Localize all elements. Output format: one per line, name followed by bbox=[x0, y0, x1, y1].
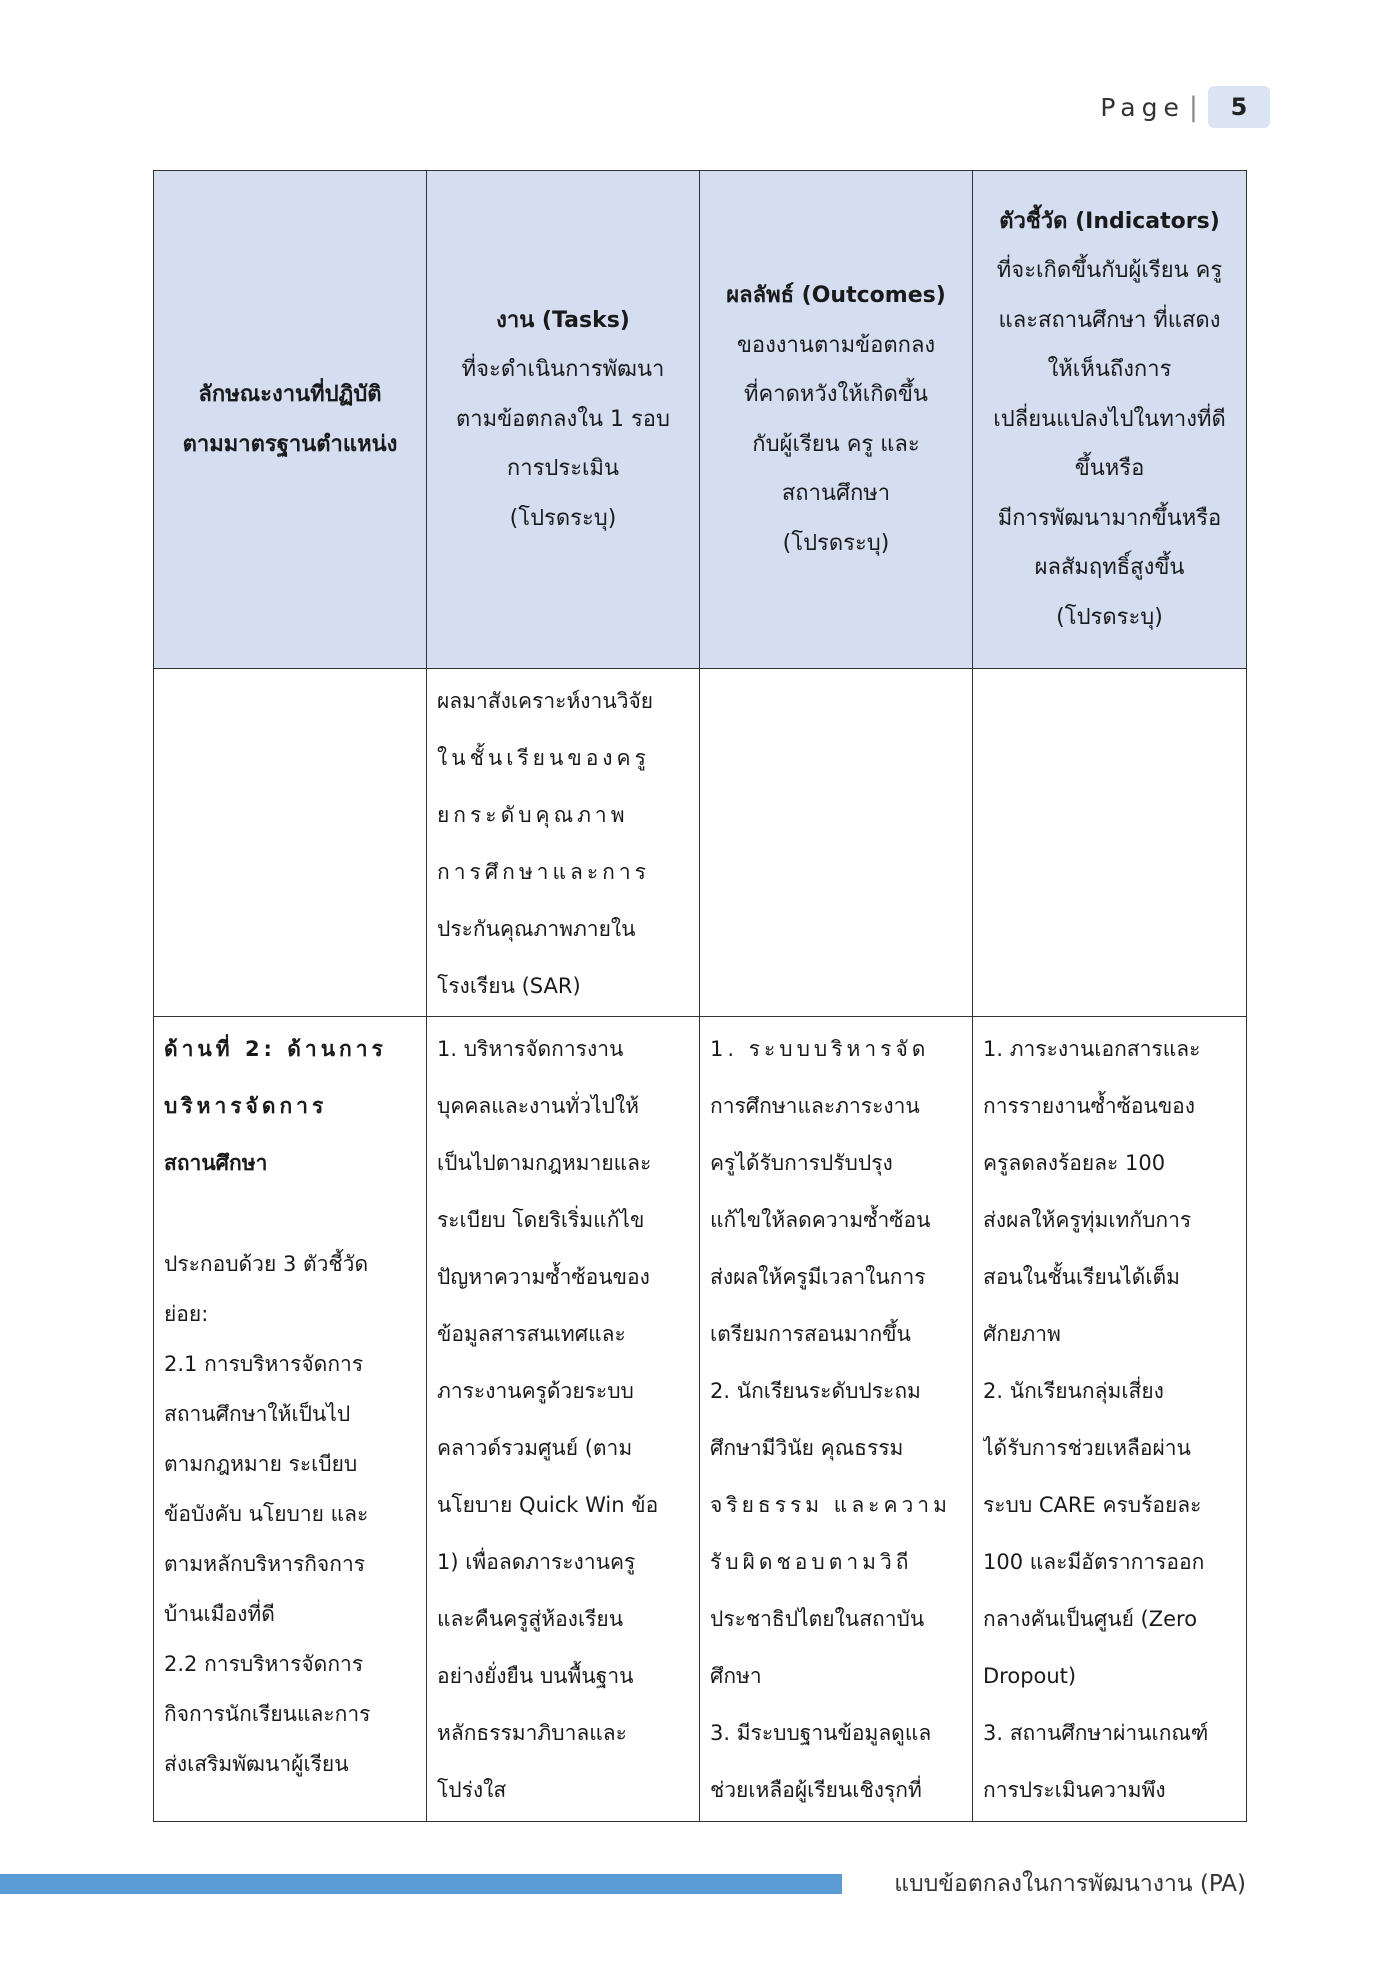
cell-line: ยกระดับคุณภาพ bbox=[437, 803, 629, 827]
table-cell-tasks bbox=[427, 1017, 700, 1822]
cell-line: 2. นักเรียนระดับประถม bbox=[710, 1379, 921, 1403]
cell-line: จริยธรรม และความ bbox=[710, 1493, 951, 1517]
cell-line: สถานศึกษาให้เป็นไป bbox=[164, 1402, 351, 1426]
cell-line: นโยบาย Quick Win ข้อ bbox=[437, 1493, 659, 1517]
cell-line: ปัญหาความซ้ำซ้อนของ bbox=[437, 1265, 650, 1289]
cell-line: อย่างยั่งยืน บนพื้นฐาน bbox=[437, 1664, 634, 1688]
header-indicators bbox=[973, 171, 1247, 669]
header-line: (โปรดระบุ) bbox=[1056, 604, 1163, 630]
cell-line: Dropout) bbox=[983, 1664, 1077, 1688]
header-line: ผลสัมฤทธิ์สูงขึ้น bbox=[1034, 555, 1185, 581]
header-line: (โปรดระบุ) bbox=[509, 505, 617, 531]
cell-line: ส่งผลให้ครูมีเวลาในการ bbox=[710, 1265, 926, 1289]
cell-line: ประกันคุณภาพภายใน bbox=[437, 917, 636, 941]
cell-line: เตรียมการสอนมากขึ้น bbox=[710, 1322, 911, 1346]
cell-line: ตามกฎหมาย ระเบียบ bbox=[164, 1452, 358, 1476]
table-cell-empty bbox=[154, 669, 427, 1017]
header-line: ตามข้อตกลงใน 1 รอบ bbox=[456, 406, 670, 432]
cell-line: ในชั้นเรียนของครู bbox=[437, 746, 650, 770]
cell-line: 1. บริหารจัดการงาน bbox=[437, 1037, 624, 1061]
header-line: ผลลัพธ์ (Outcomes) bbox=[726, 283, 946, 308]
cell-line: กลางคันเป็นศูนย์ (Zero bbox=[983, 1607, 1198, 1631]
cell-line: ศึกษามีวินัย คุณธรรม bbox=[710, 1436, 904, 1460]
cell-line: สถานศึกษา bbox=[164, 1151, 268, 1175]
table-cell-indicators bbox=[973, 1017, 1247, 1822]
cell-line: 1. ระบบบริหารจัด bbox=[710, 1037, 930, 1061]
cell-line: ข้อบังคับ นโยบาย และ bbox=[164, 1502, 369, 1526]
header-line: และสถานศึกษา ที่แสดง bbox=[998, 307, 1221, 333]
header-line: ให้เห็นถึงการ bbox=[1047, 357, 1172, 383]
cell-spacer bbox=[164, 1192, 416, 1239]
page-number: 5 bbox=[1208, 86, 1270, 128]
cell-line: ด้านที่ 2: ด้านการ bbox=[164, 1037, 387, 1061]
cell-line: บริหารจัดการ bbox=[164, 1094, 328, 1118]
cell-line: ย่อย: bbox=[164, 1302, 209, 1326]
header-line: การประเมิน bbox=[506, 456, 620, 482]
header-line: มีการพัฒนามากขึ้นหรือ bbox=[997, 505, 1222, 531]
table-cell-empty bbox=[700, 669, 973, 1017]
cell-line: ระบบ CARE ครบร้อยละ bbox=[983, 1493, 1202, 1517]
cell-line: ช่วยเหลือผู้เรียนเชิงรุกที่ bbox=[710, 1778, 922, 1802]
page-header bbox=[1080, 86, 1270, 128]
cell-line: ผลมาสังเคราะห์งานวิจัย bbox=[437, 689, 654, 713]
header-line: สถานศึกษา bbox=[781, 481, 891, 506]
header-line: ของงานตามข้อตกลง bbox=[736, 332, 936, 358]
cell-line: หลักธรรมาภิบาลและ bbox=[437, 1721, 627, 1745]
cell-line: 1) เพื่อลดภาระงานครู bbox=[437, 1550, 636, 1574]
cell-line: การศึกษาและการ bbox=[437, 860, 650, 884]
cell-line: ครูลดลงร้อยละ 100 bbox=[983, 1151, 1166, 1175]
cell-line: เป็นไปตามกฎหมายและ bbox=[437, 1151, 652, 1175]
cell-line: 2. นักเรียนกลุ่มเสี่ยง bbox=[983, 1379, 1164, 1403]
header-line: งาน (Tasks) bbox=[496, 307, 630, 333]
cell-line: และคืนครูสู่ห้องเรียน bbox=[437, 1607, 624, 1631]
table-row bbox=[154, 1017, 1247, 1822]
header-line: ตามมาตรฐานตำแหน่ง bbox=[182, 431, 398, 457]
cell-line: 2.1 การบริหารจัดการ bbox=[164, 1352, 364, 1376]
cell-line: 2.2 การบริหารจัดการ bbox=[164, 1652, 364, 1676]
cell-line: รับผิดชอบตามวิถี bbox=[710, 1550, 913, 1574]
table-cell-standard bbox=[154, 1017, 427, 1822]
cell-line: ส่งเสริมพัฒนาผู้เรียน bbox=[164, 1752, 349, 1776]
cell-line: บ้านเมืองที่ดี bbox=[164, 1602, 275, 1626]
cell-line: 3. มีระบบฐานข้อมูลดูแล bbox=[710, 1721, 932, 1745]
page-label: Page bbox=[1100, 92, 1185, 122]
cell-line: ส่งผลให้ครูทุ่มเทกับการ bbox=[983, 1208, 1192, 1232]
cell-line: ประชาธิปไตยในสถาบัน bbox=[710, 1607, 925, 1631]
cell-line: โปร่งใส bbox=[437, 1778, 507, 1802]
cell-line: สอนในชั้นเรียนได้เต็ม bbox=[983, 1265, 1180, 1289]
cell-line: ศักยภาพ bbox=[983, 1322, 1061, 1346]
cell-line: แก้ไขให้ลดความซ้ำซ้อน bbox=[710, 1208, 931, 1232]
cell-line: 100 และมีอัตราการออก bbox=[983, 1550, 1205, 1574]
cell-line: ศึกษา bbox=[710, 1664, 762, 1688]
header-line: ตัวชี้วัด (Indicators) bbox=[999, 208, 1220, 234]
cell-line: ภาระงานครูด้วยระบบ bbox=[437, 1379, 634, 1403]
cell-line: การประเมินความพึง bbox=[983, 1778, 1166, 1802]
cell-line: ได้รับการช่วยเหลือผ่าน bbox=[983, 1436, 1191, 1460]
header-line: ขึ้นหรือ bbox=[1074, 456, 1145, 482]
header-line: ที่จะดำเนินการพัฒนา bbox=[461, 357, 665, 383]
cell-line: 1. ภาระงานเอกสารและ bbox=[983, 1037, 1201, 1061]
table-cell-outcomes bbox=[700, 1017, 973, 1822]
header-tasks bbox=[427, 171, 700, 669]
cell-line: การศึกษาและภาระงาน bbox=[710, 1094, 920, 1118]
cell-line: ครูได้รับการปรับปรุง bbox=[710, 1151, 893, 1175]
header-line: กับผู้เรียน ครู และ bbox=[752, 431, 920, 457]
footer-title: แบบข้อตกลงในการพัฒนางาน (PA) bbox=[894, 1871, 1246, 1897]
table-cell-empty bbox=[973, 669, 1247, 1017]
table-header-row bbox=[154, 171, 1247, 669]
cell-line: การรายงานซ้ำซ้อนของ bbox=[983, 1094, 1196, 1118]
cell-line: ข้อมูลสารสนเทศและ bbox=[437, 1322, 626, 1346]
cell-line: ระเบียบ โดยริเริ่มแก้ไข bbox=[437, 1208, 645, 1232]
header-line: ที่จะเกิดขึ้นกับผู้เรียน ครู bbox=[996, 258, 1223, 284]
cell-line: คลาวด์รวมศูนย์ (ตาม bbox=[437, 1436, 633, 1460]
header-line: ที่คาดหวังให้เกิดขึ้น bbox=[744, 382, 928, 407]
cell-line: ประกอบด้วย 3 ตัวชี้วัด bbox=[164, 1252, 369, 1276]
header-line: ลักษณะงานที่ปฏิบัติ bbox=[198, 382, 382, 407]
cell-line: ตามหลักบริหารกิจการ bbox=[164, 1552, 366, 1576]
header-job-characteristics bbox=[154, 171, 427, 669]
cell-line: โรงเรียน (SAR) bbox=[437, 974, 581, 998]
table-cell-tasks bbox=[427, 669, 700, 1017]
cell-line: บุคคลและงานทั่วไปให้ bbox=[437, 1094, 640, 1118]
page-separator: | bbox=[1188, 91, 1198, 123]
header-line: เปลี่ยนแปลงไปในทางที่ดี bbox=[993, 406, 1226, 432]
header-line: (โปรดระบุ) bbox=[782, 530, 890, 556]
cell-line: กิจการนักเรียนและการ bbox=[164, 1702, 371, 1726]
cell-line: 3. สถานศึกษาผ่านเกณฑ์ bbox=[983, 1721, 1209, 1745]
footer-bar bbox=[0, 1874, 842, 1894]
table-row bbox=[154, 669, 1247, 1017]
pa-agreement-table bbox=[153, 170, 1247, 1822]
header-outcomes bbox=[700, 171, 973, 669]
